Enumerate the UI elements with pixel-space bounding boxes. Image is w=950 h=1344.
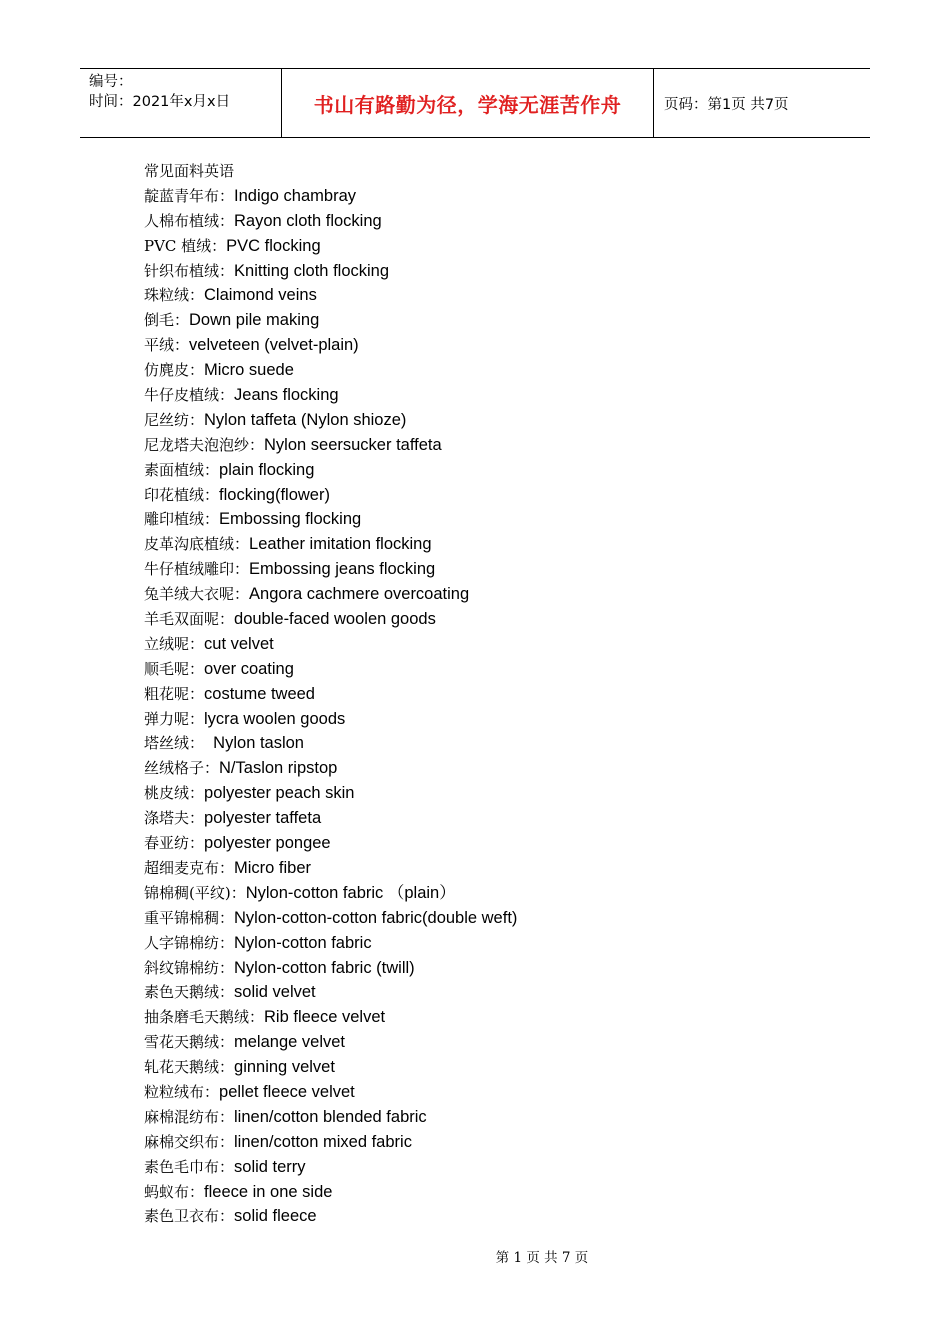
entry-english: double-faced woolen goods [234, 610, 436, 629]
entry-chinese: 粗花呢： [144, 684, 205, 703]
entry-chinese: 涤塔夫： [144, 809, 205, 828]
entry-chinese: 倒毛： [144, 311, 190, 330]
glossary-entry [144, 856, 844, 881]
glossary-entry [144, 1130, 844, 1155]
entry-chinese: PVC 植绒： [144, 236, 227, 255]
glossary-entry [144, 731, 844, 756]
header-meta [80, 69, 281, 137]
glossary-entry [144, 184, 844, 209]
entry-english: Knitting cloth flocking [234, 261, 390, 280]
entry-chinese: 春亚纺： [144, 834, 205, 853]
entry-chinese: 蚂蚁布： [144, 1182, 205, 1201]
glossary-entry [144, 458, 844, 483]
entry-chinese: 弹力呢： [144, 709, 205, 728]
entry-chinese: 塔丝绒： [144, 734, 205, 753]
glossary-entry [144, 980, 844, 1005]
entry-english: Nylon-cotton-cotton fabric(double weft) [234, 908, 518, 927]
entry-chinese: 印花植绒： [144, 485, 220, 504]
entry-chinese: 兔羊绒大衣呢： [144, 585, 250, 604]
entry-chinese: 羊毛双面呢： [144, 610, 235, 629]
entry-chinese: 粒粒绒布： [144, 1082, 220, 1101]
entry-english: N/Taslon ripstop [219, 759, 338, 778]
glossary-entry [144, 1105, 844, 1130]
entry-chinese: 斜纹锦棉纺： [144, 958, 235, 977]
glossary-entry [144, 956, 844, 981]
entry-english: over coating [204, 659, 294, 678]
entry-chinese: 皮革沟底植绒： [144, 535, 250, 554]
entry-english: linen/cotton mixed fabric [234, 1132, 412, 1151]
entry-english: Nylon seersucker taffeta [264, 435, 442, 454]
glossary-entry [144, 881, 844, 906]
entry-english: velveteen (velvet-plain) [189, 336, 359, 355]
motto: 书山有路勤为径，学海无涯苦作舟 [281, 69, 654, 137]
entry-english: Nylon taslon [204, 734, 304, 753]
glossary-entry [144, 632, 844, 657]
entry-chinese: 麻棉交织布： [144, 1132, 235, 1151]
entry-english: Embossing flocking [219, 510, 362, 529]
glossary-entry [144, 831, 844, 856]
entry-english: costume tweed [204, 684, 315, 703]
entry-english: Angora cachmere overcoating [249, 585, 470, 604]
entry-english: plain flocking [219, 460, 315, 479]
glossary-entry [144, 333, 844, 358]
entry-english: Nylon taffeta (Nylon shioze) [204, 410, 407, 429]
glossary-entry [144, 259, 844, 284]
entry-chinese: 雪花天鹅绒： [144, 1033, 235, 1052]
glossary-entry [144, 1080, 844, 1105]
entry-chinese: 顺毛呢： [144, 659, 205, 678]
entry-chinese: 桃皮绒： [144, 784, 205, 803]
glossary-list [144, 184, 844, 1229]
date-line: 时间：2021年x月x日 [89, 94, 231, 110]
entry-english: Indigo chambray [234, 186, 357, 205]
entry-english: Micro suede [204, 361, 294, 380]
glossary-entry [144, 283, 844, 308]
glossary-entry [144, 1180, 844, 1205]
glossary-entry [144, 1005, 844, 1030]
entry-english: solid terry [234, 1157, 306, 1176]
entry-chinese: 尼龙塔夫泡泡纱： [144, 435, 265, 454]
glossary-entry [144, 408, 844, 433]
number-label: 编号： [89, 74, 133, 90]
entry-english: melange velvet [234, 1033, 345, 1052]
entry-english: fleece in one side [204, 1182, 333, 1201]
glossary-entry [144, 483, 844, 508]
glossary-entry [144, 906, 844, 931]
glossary-entry [144, 433, 844, 458]
entry-english: solid fleece [234, 1207, 317, 1226]
glossary-entry [144, 1030, 844, 1055]
glossary-entry [144, 756, 844, 781]
page-footer [0, 1246, 950, 1266]
entry-chinese: 抽条磨毛天鹅绒： [144, 1008, 265, 1027]
document-body [144, 159, 844, 1229]
entry-chinese: 尼丝纺： [144, 410, 205, 429]
entry-chinese: 立绒呢： [144, 634, 205, 653]
entry-english: Nylon-cotton fabric (twill) [234, 958, 415, 977]
entry-chinese: 素面植绒： [144, 460, 220, 479]
entry-chinese: 锦棉稠(平纹)： [144, 883, 246, 902]
glossary-entry [144, 358, 844, 383]
entry-chinese: 牛仔植绒雕印： [144, 560, 250, 579]
glossary-entry [144, 507, 844, 532]
entry-chinese: 素色毛巾布： [144, 1157, 235, 1176]
glossary-entry [144, 582, 844, 607]
entry-english: cut velvet [204, 634, 274, 653]
entry-chinese: 麻棉混纺布： [144, 1107, 235, 1126]
entry-english: Rib fleece velvet [264, 1008, 386, 1027]
entry-english: Down pile making [189, 311, 320, 330]
glossary-entry [144, 707, 844, 732]
entry-english: Nylon-cotton fabric [234, 933, 372, 952]
glossary-entry [144, 806, 844, 831]
glossary-entry [144, 1155, 844, 1180]
glossary-entry [144, 682, 844, 707]
entry-chinese: 牛仔皮植绒： [144, 386, 235, 405]
footer-page-label: 第 1 页 共 7 页 [495, 1250, 589, 1266]
entry-english: Micro fiber [234, 858, 312, 877]
entry-chinese: 丝绒格子： [144, 759, 220, 778]
glossary-entry [144, 931, 844, 956]
entry-english: linen/cotton blended fabric [234, 1107, 427, 1126]
glossary-entry [144, 383, 844, 408]
document-title: 常见面料英语 [144, 162, 235, 180]
glossary-entry [144, 557, 844, 582]
glossary-entry [144, 657, 844, 682]
glossary-entry [144, 1204, 844, 1229]
entry-chinese: 轧花天鹅绒： [144, 1058, 235, 1077]
entry-english: Embossing jeans flocking [249, 560, 436, 579]
glossary-entry [144, 308, 844, 333]
entry-chinese: 针织布植绒： [144, 261, 235, 280]
entry-chinese: 雕印植绒： [144, 510, 220, 529]
entry-chinese: 珠粒绒： [144, 286, 205, 305]
entry-english: Jeans flocking [234, 386, 339, 405]
entry-english: Claimond veins [204, 286, 317, 305]
entry-english: solid velvet [234, 983, 316, 1002]
glossary-entry [144, 1055, 844, 1080]
entry-chinese: 仿麂皮： [144, 361, 205, 380]
entry-english: polyester taffeta [204, 809, 322, 828]
entry-english: polyester peach skin [204, 784, 355, 803]
glossary-entry [144, 234, 844, 259]
entry-chinese: 素色天鹅绒： [144, 983, 235, 1002]
entry-english: polyester pongee [204, 834, 331, 853]
entry-english: Rayon cloth flocking [234, 211, 382, 230]
entry-chinese: 超细麦克布： [144, 858, 235, 877]
glossary-entry [144, 781, 844, 806]
entry-chinese: 人字锦棉纺： [144, 933, 235, 952]
page-info: 页码：第1页 共7页 [664, 96, 789, 113]
entry-english: ginning velvet [234, 1058, 335, 1077]
entry-english: PVC flocking [226, 236, 321, 255]
entry-english: flocking(flower) [219, 485, 330, 504]
entry-chinese: 素色卫衣布： [144, 1207, 235, 1226]
entry-chinese: 平绒： [144, 336, 190, 355]
glossary-entry [144, 607, 844, 632]
entry-english: Leather imitation flocking [249, 535, 432, 554]
document-header [80, 68, 870, 138]
entry-english: lycra woolen goods [204, 709, 346, 728]
entry-chinese: 重平锦棉稠： [144, 908, 235, 927]
glossary-entry [144, 532, 844, 557]
entry-chinese: 人棉布植绒： [144, 211, 235, 230]
entry-english: Nylon-cotton fabric （plain） [245, 883, 456, 902]
entry-english: pellet fleece velvet [219, 1082, 355, 1101]
glossary-entry [144, 209, 844, 234]
entry-chinese: 靛蓝青年布： [144, 186, 235, 205]
